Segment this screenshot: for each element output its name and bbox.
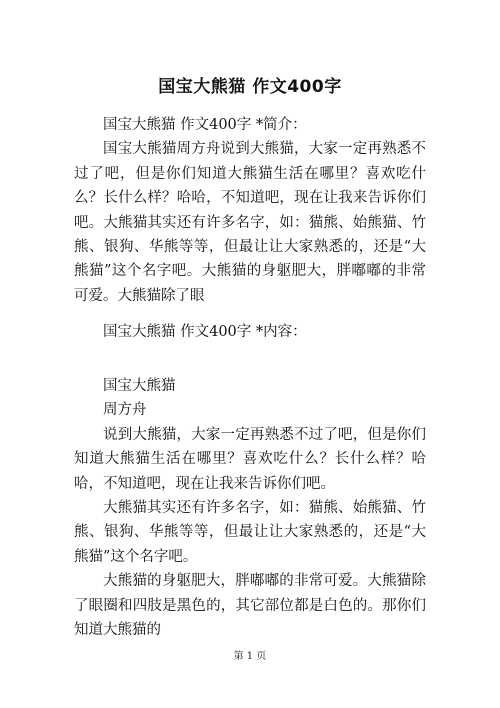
essay-paragraph-1: 说到大熊猫，大家一定再熟悉不过了吧，但是你们知道大熊猫生活在哪里？喜欢吃什么？长什么样？哈哈，不知道吧，现在让我来告诉你们吧。 — [74, 426, 426, 492]
intro-text: 国宝大熊猫周方舟说到大熊猫，大家一定再熟悉不过了吧，但是你们知道大熊猫生活在哪里？喜欢吃什么？长什么样？哈哈，不知道吧，现在让我来告诉你们吧。大熊猫其实还有许多名字，如：猫熊、始熊猫、竹熊、银狗、华熊等等，但最让让大家熟悉的，还是“大熊猫”这个名字吧。大熊猫的身躯肥大，胖嘟嘟的非常可爱。大熊猫除了眼 — [74, 141, 426, 304]
content-heading-section — [74, 320, 426, 344]
intro-heading: 国宝大熊猫 作文400字 *简介： — [103, 117, 307, 133]
page-number: 第 1 页 — [233, 651, 267, 662]
essay-paragraph-3: 大熊猫的身躯肥大，胖嘟嘟的非常可爱。大熊猫除了眼圈和四肢是黑色的，其它部位都是白色的。那你们知道大熊猫的 — [74, 573, 426, 639]
essay-author: 周方舟 — [103, 402, 147, 419]
essay-title: 国宝大熊猫 — [103, 378, 176, 394]
content-heading: 国宝大熊猫 作文400字 *内容： — [103, 324, 307, 340]
intro-section — [74, 113, 426, 308]
document-title: 国宝大熊猫 作文400字 — [158, 77, 342, 97]
content-section — [74, 374, 426, 642]
essay-paragraph-2: 大熊猫其实还有许多名字，如：猫熊、始熊猫、竹熊、银狗、华熊等等，但最让让大家熟悉的，还是“大熊猫”这个名字吧。 — [74, 500, 426, 565]
